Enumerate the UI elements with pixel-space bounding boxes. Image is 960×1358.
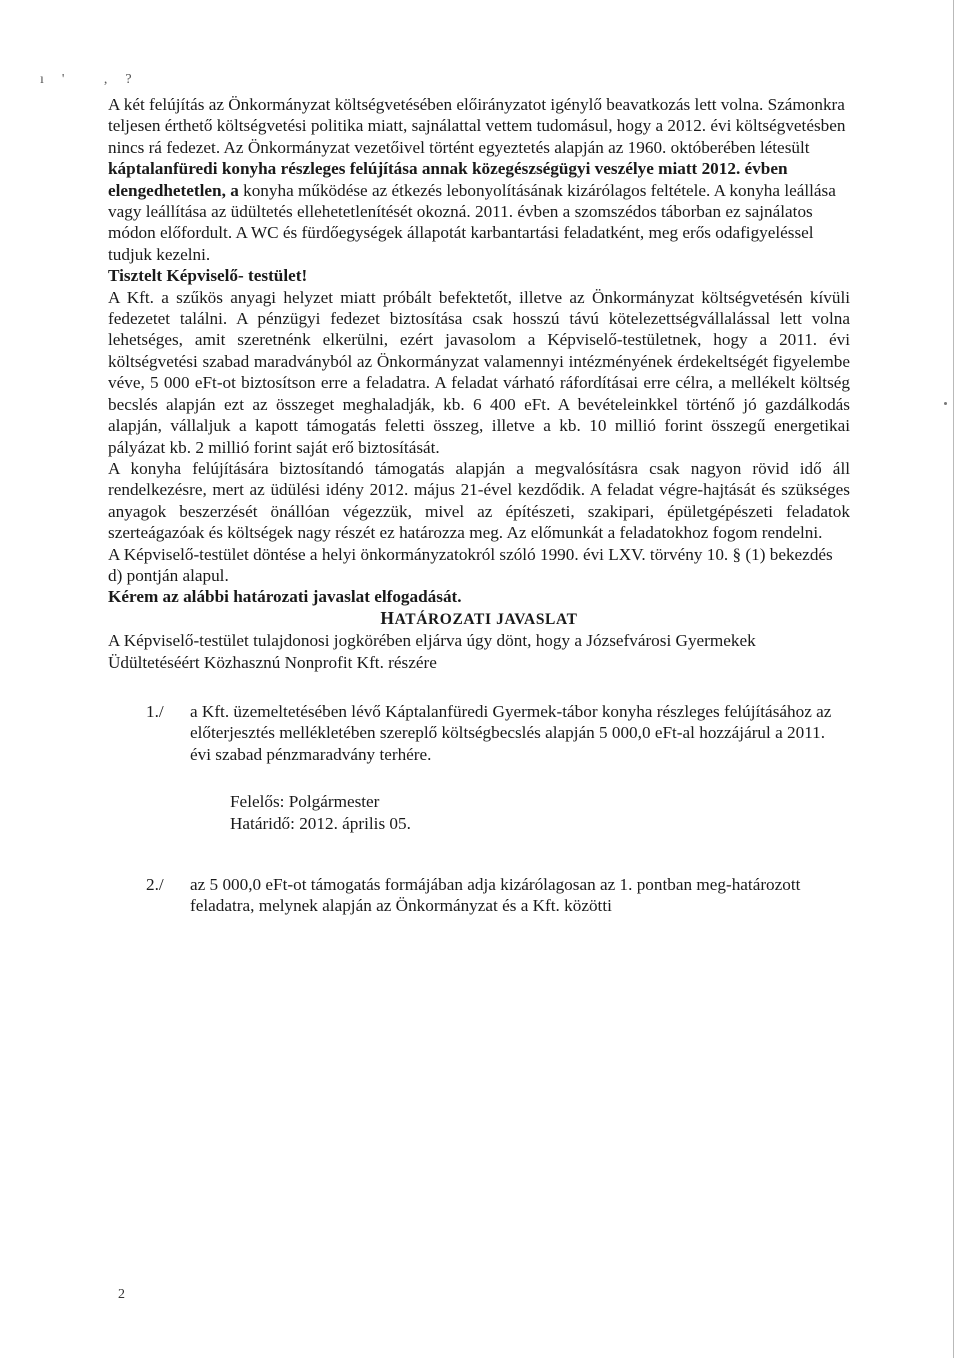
section-title bbox=[108, 608, 850, 630]
responsibility-block bbox=[230, 791, 850, 834]
paragraph-renovation-bold: káptalanfüredi konyha részleges felújítása annak közegészségügyi veszélye miatt 2012. évben elengedhetetlen, a bbox=[108, 159, 788, 200]
paragraph-renovation-a: A két felújítás az Önkormányzat költségvetésében előirányzatot igénylő beavatkozás lett volna. Számonkra teljesen érthető költségvetési politika miatt, sajnálattal vettem tudomásul, hogy a 2012. évi költségvetésben nincs rá fedezet. Az Önkormányzat vezetőivel történt egyeztetés alapján az 1960. októberében létesült bbox=[108, 95, 846, 157]
section-title-initial: H bbox=[380, 607, 395, 628]
request-adoption: Kérem az alábbi határozati javaslat elfogadását. bbox=[108, 587, 462, 607]
paragraph-renovation bbox=[108, 94, 850, 265]
resolution-intro: A Képviselő-testület tulajdonosi jogkörében eljárva úgy dönt, hogy a Józsefvárosi Gyermekek Üdültetéséért Közhasznú Nonprofit Kft. részére bbox=[108, 631, 756, 672]
section-title-rest: ATÁROZATI JAVASLAT bbox=[394, 610, 578, 628]
resolution-item bbox=[108, 874, 850, 917]
salutation: Tisztelt Képviselő- testület! bbox=[108, 266, 308, 286]
resolution-item-number: 2./ bbox=[146, 875, 164, 894]
paragraph-legal-basis: A Képviselő-testület döntése a helyi önkormányzatokról szóló 1990. évi LXV. törvény 10. § (1) bekezdés d) pontján alapul. bbox=[108, 544, 833, 585]
document-body bbox=[108, 94, 850, 917]
scan-dot bbox=[944, 402, 947, 405]
margin-marks: ı' ,? bbox=[40, 72, 150, 87]
resolution-item-text: a Kft. üzemeltetésében lévő Káptalanfüredi Gyermek-tábor konyha részleges felújításához az előterjesztés mellékletében szereplő költségbecslés alapján 5 000,0 eFt-al hozzájárul a 2011. évi szabad pénzmaradvány terhére. bbox=[190, 701, 832, 764]
paragraph-funding: A Kft. a szűkös anyagi helyzet miatt próbált befektetőt, illetve az Önkormányzat költségvetésén kívüli fedezetet találni. A pénzügyi fedezet biztosítása csak hosszú távú kötelezettségvállalással lett volna lehetséges, amit szeretnénk elkerülni, ezért javasolom a Képviselő-testületnek, hogy a 2011. évi költségvetési szabad maradványból az Önkormányzat valamennyi intézményének érdekeltségét figyelembe véve, 5 000 eFt-ot biztosítson erre a feladatra. A feladat várható ráfordításai erre célra, a mellékelt költség becslés alapján ezt az összeget meghaladják, kb. 6 400 eFt. A bevételeinkkel történő jó gazdálkodás alapján, vállaljuk a kapott támogatás feletti összeg, illetve a kb. 10 millió forint összegű energetikai pályázat kb. 2 millió forint saját erő biztosítását. bbox=[108, 287, 850, 457]
resolution-item bbox=[108, 701, 850, 765]
resolution-item-text: az 5 000,0 eFt-ot támogatás formájában adja kizárólagosan az 1. pontban meg-határozott feladatra, melynek alapján az Önkormányzat és a Kft. közötti bbox=[190, 875, 801, 916]
paragraph-kitchen: A konyha felújítására biztosítandó támogatás alapján a megvalósításra csak nagyon rövid idő áll rendelkezésre, mert az üdülési idény 2012. május 21-ével kezdődik. A feladat végre-hajtását és szükséges anyagok beszerzését önállóan végezzük, mivel az építészeti, szakipari, épületgépészeti feladatok szerteágazóak és költségek nagy részét ez határozza meg. Az előmunkát a feladatokhoz fogom rendelni. bbox=[108, 458, 850, 543]
page-number: 2 bbox=[118, 1287, 125, 1302]
responsible-person: Felelős: Polgármester bbox=[230, 792, 380, 812]
paragraph-renovation-b: konyha működése az étkezés lebonyolításának kizárólagos feltétele. A konyha leállása vagy leállítása az üdültetés ellehetetlenítését okozná. 2011. évben a szomszédos táborban ez sajnálatos módon előfordult. A WC és fürdőegységek állapotát karbantartási feladatként, meg erős odafigyeléssel tudjuk kezelni. bbox=[108, 180, 836, 264]
deadline: Határidő: 2012. április 05. bbox=[230, 813, 411, 833]
resolution-item-number: 1./ bbox=[146, 701, 164, 721]
scan-edge bbox=[953, 0, 954, 1358]
